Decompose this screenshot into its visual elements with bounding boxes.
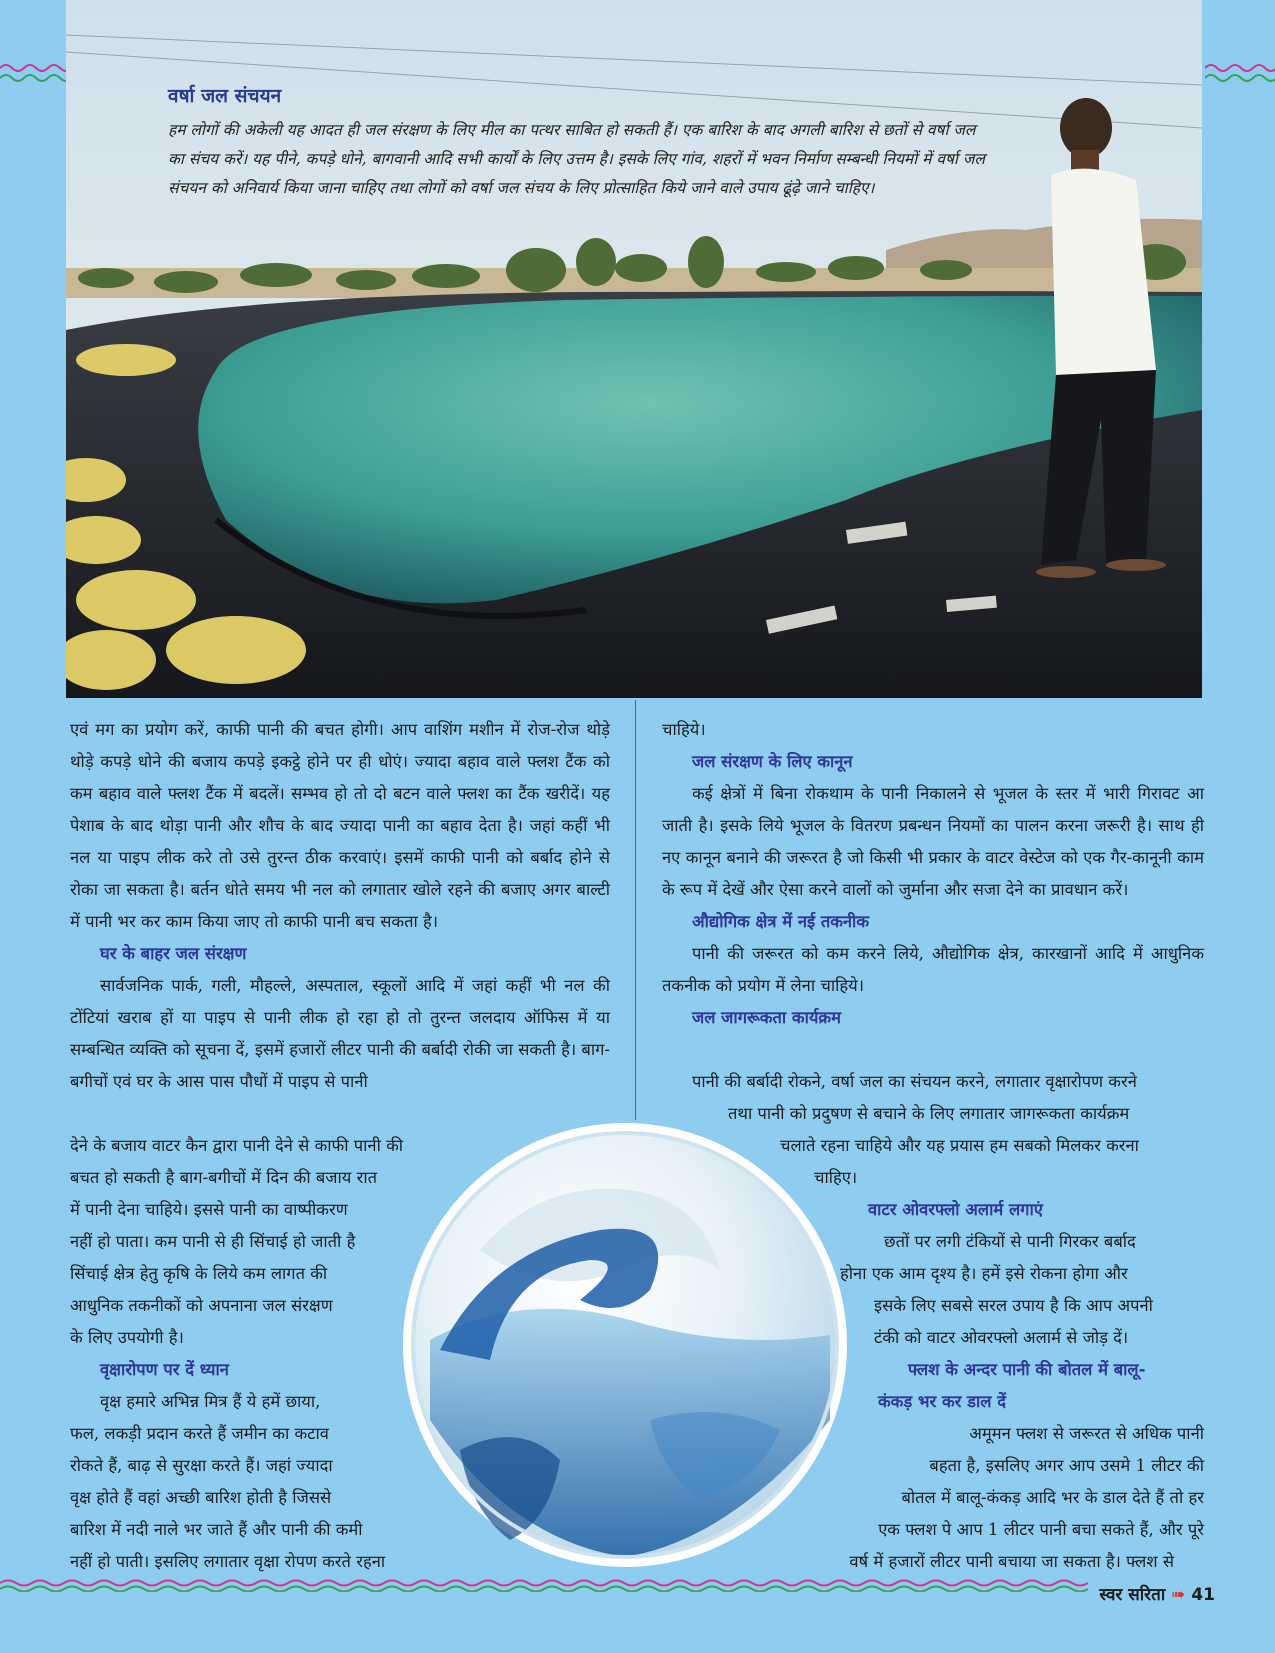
text-line: सिंचाई क्षेत्र हेतु कृषि के लिये कम लागत की [70, 1264, 328, 1283]
left-paragraph-2: सार्वजनिक पार्क, गली, मौहल्ले, अस्पताल, स्कूलों आदि में जहां कहीं भी नल की टोंटियां खराब हों या पाइप से पानी लीक हो रहा हो तो तुरन्त जलदाय ऑफिस में या सम्बन्धित व्यक्ति को सूचना दें, इसमें हजारों लीटर पानी की बर्बादी रोकी जा सकती है। बाग-बगीचों एवं घर के आस पास पौधों में पाइप से पानी [70, 976, 610, 1091]
text-line: बचत हो सकती है बाग-बगीचों में दिन की बजाय रात [70, 1168, 378, 1187]
heading-tree-plantation: वृक्षारोपण पर दें ध्यान [100, 1360, 229, 1379]
heading-outdoor-conservation: घर के बाहर जल संरक्षण [100, 944, 247, 963]
text-line: वृक्ष हमारे अभिन्न मित्र हैं ये हमें छाया, [100, 1392, 321, 1411]
text-line: इसके लिए सबसे सरल उपाय है कि आप अपनी [874, 1296, 1153, 1315]
text-line: नहीं हो पाता। कम पानी से ही सिंचाई हो जाती है [70, 1232, 356, 1251]
right-paragraph-2: पानी की जरूरत को कम करने लिये, औद्योगिक क्षेत्र, कारखानों आदि में आधुनिक तकनीक को प्रयोग में लेना चाहिये। [662, 944, 1204, 995]
text-line: नहीं हो पाती। इसलिए लगातार वृक्षा रोपण करते रहना [70, 1552, 386, 1571]
text-line: पानी की बर्बादी रोकने, वर्षा जल का संचयन करने, लगातार वृक्षारोपण करने [692, 1072, 1137, 1091]
caption-body: हम लोगों की अकेली यह आदत ही जल संरक्षण के लिए मील का पत्थर साबित हो सकती हैं। एक बारिश के बाद अगली बारिश से छतों से वर्षा जल का संचय करें। यह पीने, कपड़े धोने, बागवानी आदि सभी कार्यों के लिए उत्तम है। इसके लिए गांव, शहरों में भवन निर्माण सम्बन्धी नियमों में वर्षा जल संचयन को अनिवार्य किया जाना चाहिए तथा लोगों को वर्षा जल संचय के लिए प्रोत्साहित किये जाने वाले उपाय ढूंढ़े जाने चाहिए। [168, 121, 985, 197]
page-footer [1099, 1582, 1215, 1605]
bottom-border-ornament [0, 1578, 1275, 1592]
heading-industrial-tech: औद्योगिक क्षेत्र में नई तकनीक [692, 912, 870, 931]
text-line: एक फ्लश पे आप 1 लीटर पानी बचा सकते हैं, और पूरे [878, 1520, 1204, 1539]
left-column-top [70, 714, 610, 1098]
text-line: वर्ष में हजारों लीटर पानी बचाया जा सकता है। फ्लश से [849, 1552, 1174, 1571]
heading-overflow-alarm: वाटर ओवरफ्लो अलार्म लगाएं [868, 1200, 1043, 1219]
caption-title: वर्षा जल संचयन [168, 85, 282, 107]
text-line: बहता है, इसलिए अगर आप उसमे 1 लीटर की [929, 1456, 1204, 1475]
text-line: टंकी को वाटर ओवरफ्लो अलार्म से जोड़ दें। [874, 1328, 1129, 1347]
text-line: देने के बजाय वाटर कैन द्वारा पानी देने से काफी पानी की [70, 1136, 404, 1155]
text-line: बारिश में नदी नाले भर जाते हैं और पानी की कमी [70, 1520, 363, 1539]
text-line: बोतल में बालू-कंकड़ आदि भर के डाल देते हैं तो हर [901, 1488, 1204, 1507]
text-line: वृक्ष होते हैं वहां अच्छी बारिश होती है जिससे [70, 1488, 332, 1507]
magazine-name: स्वर सरिता [1099, 1585, 1166, 1605]
text-line: छतों पर लगी टंकियों से पानी गिरकर बर्बाद [884, 1232, 1136, 1251]
water-globe-illustration [400, 1120, 850, 1570]
right-paragraph-0: चाहिये। [662, 720, 706, 739]
text-line: रोकते हैं, बाढ़ से सुरक्षा करते हैं। जहां ज्यादा [70, 1456, 333, 1475]
heading-flush-bottle-cont: कंकड़ भर कर डाल दें [878, 1392, 1006, 1411]
left-border-ornament [0, 58, 66, 88]
text-line: अमूमन फ्लश से जरूरत से अधिक पानी [969, 1424, 1204, 1443]
right-column-bottom [830, 1194, 1204, 1418]
text-line: के लिए उपयोगी है। [70, 1328, 184, 1347]
right-column-top [662, 714, 1204, 1034]
left-paragraph-1: एवं मग का प्रयोग करें, काफी पानी की बचत होगी। आप वाशिंग मशीन में रोज-रोज थोड़े थोड़े कपड़े धोने की बजाय कपड़े इकट्ठे होने पर ही धोएं। ज्यादा बहाव वाले फ्लश टैंक को कम बहाव वाले फ्लश टैंक में बदलें। सम्भव हो तो दो बटन वाले फ्लश का टैंक खरीदें। यह पेशाब के बाद थोड़ा पानी और शौच के बाद ज्यादा पानी का बहाव देता है। जहां कहीं भी नल या पाइप लीक करे तो उसे तुरन्त ठीक करवाएं। इसमें काफी पानी को बर्बाद होने से रोका जा सकता है। बर्तन धोते समय भी नल को लगातार खोले रहने की बजाए अगर बाल्टी में पानी भर कर काम किया जाए तो काफी पानी बच सकता है। [70, 720, 610, 931]
text-line: में पानी देना चाहिये। इससे पानी का वाष्पीकरण [70, 1200, 348, 1219]
right-paragraph-1: कई क्षेत्रों में बिना रोकथाम के पानी निकालने से भूजल के स्तर में भारी गिरावट आ जाती है। इसके लिये भूजल के वितरण प्रबन्धन नियमों का पालन करना जरूरी है। साथ ही नए कानून बनाने की जरूरत है जो किसी भी प्रकार के वाटर वेस्टेज को एक गैर-कानूनी काम के रूप में देखें और ऐसा करने वालों को जुर्माना और सजा देने का प्रावधान करें। [662, 784, 1204, 899]
heading-conservation-law: जल संरक्षण के लिए कानून [692, 752, 853, 771]
photo-caption [168, 82, 988, 203]
text-line: होना एक आम दृश्य है। हमें इसे रोकना होगा और [840, 1264, 1128, 1283]
heading-flush-bottle: फ्लश के अन्दर पानी की बोतल में बालू- [908, 1360, 1146, 1379]
text-line: चलाते रहना चाहिये और यह प्रयास हम सबको मिलकर करना [780, 1136, 1139, 1155]
right-border-ornament [1205, 58, 1275, 88]
heading-awareness-program: जल जागरूकता कार्यक्रम [692, 1008, 841, 1027]
page-number: 41 [1191, 1585, 1215, 1605]
text-line: तथा पानी को प्रदुषण से बचाने के लिए लगातार जागरूकता कार्यक्रम [728, 1104, 1130, 1123]
text-line: आधुनिक तकनीकों को अपनाना जल संरक्षण [70, 1296, 333, 1315]
arrow-icon: ➠ [1171, 1585, 1186, 1605]
column-divider [635, 700, 636, 1120]
text-line: फल, लकड़ी प्रदान करते हैं जमीन का कटाव [70, 1424, 329, 1443]
text-line: चाहिए। [814, 1168, 858, 1187]
